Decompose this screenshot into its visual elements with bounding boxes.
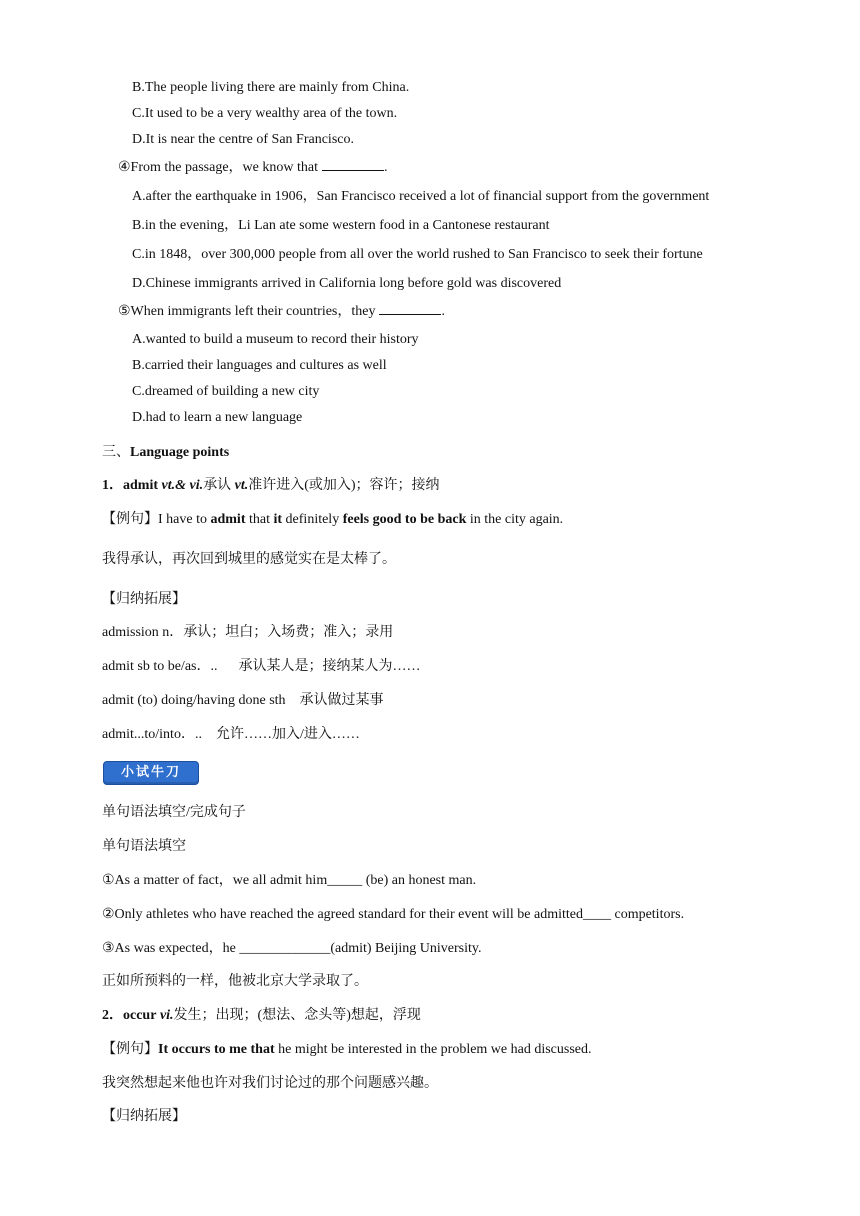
point1-pos2: vt. bbox=[234, 478, 249, 493]
exercise-item-translation: 正如所预料的一样，他被北京大学录取了。 bbox=[102, 974, 368, 989]
exercise-subheading: 单句语法填空 bbox=[102, 839, 186, 854]
q5-stem-text: ⑤When immigrants left their countries，they bbox=[118, 304, 376, 319]
example-text: in the city again. bbox=[466, 512, 564, 527]
example-highlight: It occurs to me that bbox=[158, 1042, 275, 1057]
q5-stem-end: . bbox=[441, 304, 445, 319]
point2-expand-label: 【归纳拓展】 bbox=[102, 1109, 186, 1124]
q3-option-d: D.It is near the centre of San Francisco. bbox=[132, 132, 354, 147]
q4-stem-text: ④From the passage，we know that bbox=[118, 160, 318, 175]
point2-translation: 我突然想起来他也许对我们讨论过的那个问题感兴趣。 bbox=[102, 1076, 438, 1091]
point1-def1: 承认 bbox=[203, 478, 235, 493]
example-label: 【例句】 bbox=[102, 512, 158, 527]
q4-option-d: D.Chinese immigrants arrived in California long before gold was discovered bbox=[132, 276, 562, 291]
q5-option-d: D.had to learn a new language bbox=[132, 410, 303, 425]
q4-option-b: B.in the evening，Li Lan ate some western food in a Cantonese restaurant bbox=[132, 218, 550, 233]
q4-option-c: C.in 1848，over 300,000 people from all over the world rushed to San Francisco to seek their fortune bbox=[132, 247, 703, 262]
expand-item: admit (to) doing/having done sth 承认做过某事 bbox=[102, 693, 384, 708]
example-text: definitely bbox=[282, 512, 343, 527]
point2-num: 2． bbox=[102, 1008, 123, 1023]
q5-option-b: B.carried their languages and cultures as well bbox=[132, 358, 387, 373]
q5-option-c: C.dreamed of building a new city bbox=[132, 384, 320, 399]
q4-stem-end: . bbox=[383, 160, 388, 175]
practice-badge: 小试牛刀 bbox=[103, 761, 199, 785]
point2-word: occur bbox=[123, 1008, 157, 1023]
point1-word: admit bbox=[123, 478, 158, 493]
q3-option-b: B.The people living there are mainly from China. bbox=[132, 80, 410, 95]
point1-translation: 我得承认，再次回到城里的感觉实在是太棒了。 bbox=[102, 552, 396, 567]
expand-item: admit sb to be/as．.. 承认某人是；接纳某人为…… bbox=[102, 659, 421, 674]
example-label: 【例句】 bbox=[102, 1042, 158, 1057]
section-title: Language points bbox=[130, 445, 230, 460]
q4-option-a: A.after the earthquake in 1906，San Francisco received a lot of financial support from the government bbox=[132, 189, 710, 204]
exercise-item: ①As a matter of fact，we all admit him_____ (be) an honest man. bbox=[102, 873, 477, 888]
point1-num: 1． bbox=[102, 478, 123, 493]
example-highlight: admit bbox=[210, 512, 246, 527]
example-highlight: it bbox=[273, 512, 283, 527]
exercise-heading: 单句语法填空/完成句子 bbox=[102, 805, 246, 820]
point1-heading bbox=[102, 477, 440, 495]
example-highlight: feels good to be back bbox=[342, 512, 467, 527]
q3-option-c: C.It used to be a very wealthy area of the town. bbox=[132, 106, 398, 121]
exercise-item: ②Only athletes who have reached the agreed standard for their event will be admitted____ competitors. bbox=[102, 907, 685, 922]
example-text: he might be interested in the problem we had discussed. bbox=[274, 1042, 592, 1057]
expand-item: admit...to/into．.. 允许……加入/进入…… bbox=[102, 727, 360, 742]
answer-blank bbox=[379, 302, 441, 315]
point2-pos: vi. bbox=[156, 1008, 174, 1023]
point1-example bbox=[102, 511, 563, 529]
example-text: I have to bbox=[158, 512, 211, 527]
q4-stem bbox=[118, 158, 387, 177]
point2-def: 发生；出现；(想法、念头等)想起，浮现 bbox=[173, 1008, 421, 1023]
answer-blank bbox=[322, 158, 384, 171]
q5-option-a: A.wanted to build a museum to record their history bbox=[132, 332, 419, 347]
point1-expand-label: 【归纳拓展】 bbox=[102, 592, 186, 607]
example-text: that bbox=[245, 512, 274, 527]
exercise-item: ③As was expected，he _____________(admit) Beijing University. bbox=[102, 941, 482, 956]
point2-heading bbox=[102, 1007, 421, 1025]
expand-item: admission n．承认；坦白；入场费；准入；录用 bbox=[102, 625, 394, 640]
point2-example bbox=[102, 1041, 592, 1059]
point1-def2: 准许进入(或加入)；容许；接纳 bbox=[248, 478, 440, 493]
section-heading bbox=[102, 444, 229, 462]
q5-stem bbox=[118, 302, 445, 321]
point1-pos1: vt.& vi. bbox=[158, 478, 204, 493]
section-prefix: 三、 bbox=[102, 445, 130, 460]
